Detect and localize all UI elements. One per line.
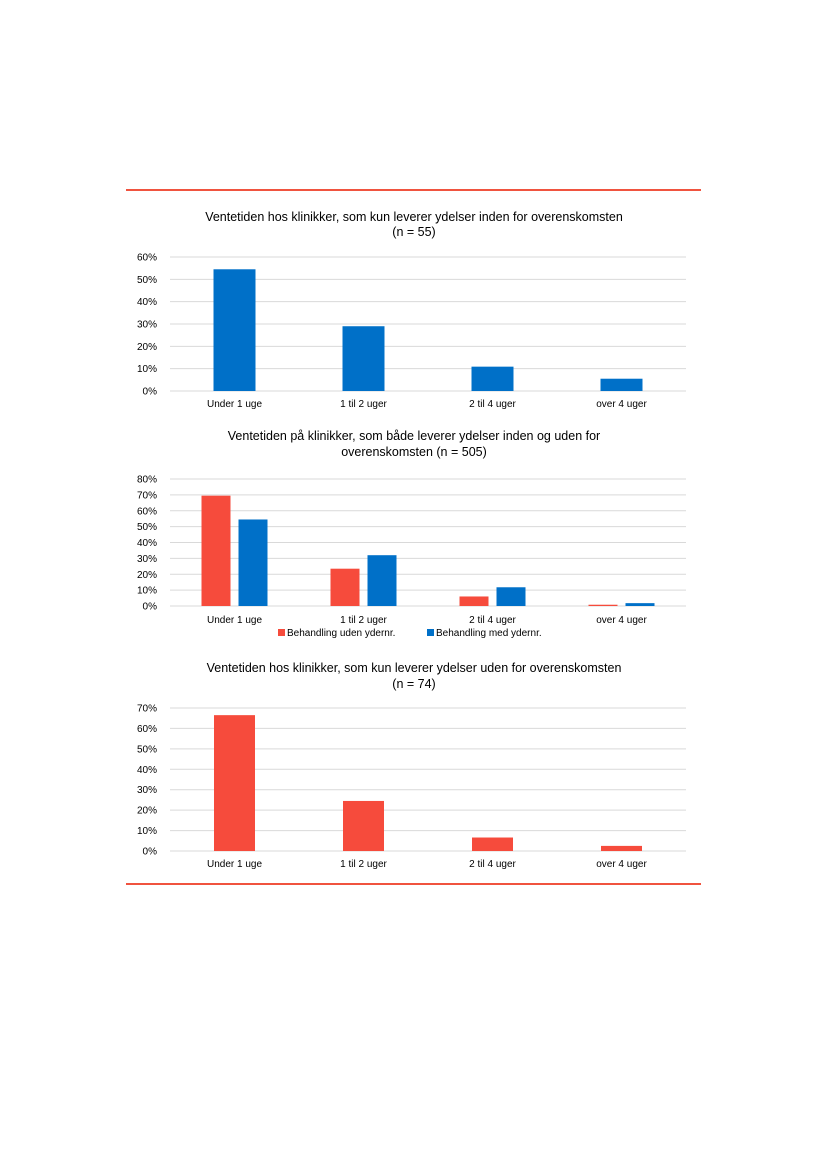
y-tick-label: 50% xyxy=(136,522,157,534)
x-category-label: over 4 uger xyxy=(596,859,647,870)
y-tick-label: 30% xyxy=(136,785,157,797)
y-tick-label: 20% xyxy=(136,341,157,353)
bar xyxy=(239,519,268,606)
bar xyxy=(460,596,489,606)
y-tick-label: 60% xyxy=(136,723,157,735)
y-tick-label: 60% xyxy=(136,506,157,518)
x-category-label: Under 1 uge xyxy=(206,399,263,410)
y-tick-label: 40% xyxy=(136,538,157,549)
bar xyxy=(331,569,360,606)
y-tick-label: 30% xyxy=(136,553,157,565)
y-tick-label: 50% xyxy=(136,744,157,756)
chart-title: Ventetiden hos klinikker, som kun leverer ydelser inden for overenskomsten xyxy=(205,210,623,224)
legend-swatch xyxy=(278,629,285,636)
bar xyxy=(368,555,397,606)
bar xyxy=(202,496,231,606)
bar xyxy=(601,379,643,391)
x-category-label: 1 til 2 uger xyxy=(340,859,387,870)
y-tick-label: 20% xyxy=(136,805,157,817)
bar xyxy=(626,603,655,606)
y-tick-label: 70% xyxy=(136,490,157,502)
y-tick-label: 20% xyxy=(136,569,157,581)
y-tick-label: 40% xyxy=(136,764,157,776)
legend-label: Behandling uden ydernr. xyxy=(287,628,396,639)
y-tick-label: 10% xyxy=(136,585,157,597)
x-category-label: 2 til 4 uger xyxy=(469,399,516,410)
bar xyxy=(497,587,526,606)
y-tick-label: 80% xyxy=(136,474,157,486)
bottom-divider xyxy=(126,883,701,885)
chart-title: Ventetiden på klinikker, som både leverer ydelser inden og uden for xyxy=(227,429,601,443)
x-category-label: over 4 uger xyxy=(596,615,647,626)
y-tick-label: 10% xyxy=(136,364,157,376)
y-tick-label: 70% xyxy=(136,703,157,715)
chart-inden-og-uden-overenskomst xyxy=(0,425,827,645)
x-category-label: over 4 uger xyxy=(596,399,647,410)
bar xyxy=(214,269,256,391)
y-tick-label: 50% xyxy=(136,274,157,286)
x-category-label: 2 til 4 uger xyxy=(469,615,516,626)
y-tick-label: 0% xyxy=(142,846,157,858)
x-category-label: 1 til 2 uger xyxy=(340,615,387,626)
x-category-label: 2 til 4 uger xyxy=(469,859,516,870)
y-tick-label: 30% xyxy=(136,319,157,331)
bar xyxy=(472,367,514,391)
bar xyxy=(589,605,618,606)
y-tick-label: 40% xyxy=(136,297,157,309)
chart-inden-overenskomst xyxy=(0,205,827,410)
chart-title: overenskomsten (n = 505) xyxy=(341,445,487,459)
bar xyxy=(472,838,513,851)
bar xyxy=(343,326,385,391)
legend-swatch xyxy=(427,629,434,636)
top-divider xyxy=(126,189,701,191)
chart-title: (n = 74) xyxy=(392,677,436,691)
x-category-label: 1 til 2 uger xyxy=(340,399,387,410)
x-category-label: Under 1 uge xyxy=(206,859,263,870)
y-tick-label: 60% xyxy=(136,252,157,264)
bar xyxy=(214,715,255,851)
bar xyxy=(343,801,384,851)
y-tick-label: 10% xyxy=(136,826,157,838)
x-category-label: Under 1 uge xyxy=(206,615,263,626)
chart-uden-overenskomst xyxy=(0,655,827,870)
legend-label: Behandling med ydernr. xyxy=(436,628,542,639)
chart-title: Ventetiden hos klinikker, som kun leverer ydelser uden for overenskomsten xyxy=(206,661,622,675)
bar xyxy=(601,846,642,851)
y-tick-label: 0% xyxy=(142,386,157,398)
y-tick-label: 0% xyxy=(142,601,157,613)
chart-title: (n = 55) xyxy=(392,225,436,239)
